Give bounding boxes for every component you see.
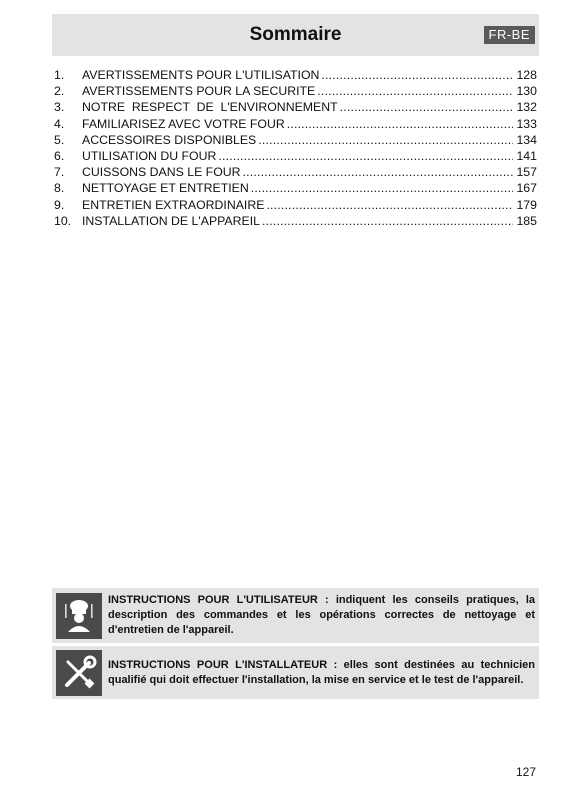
toc-number: 7. — [54, 165, 65, 180]
toc-entry[interactable] — [54, 197, 537, 213]
toc-entry[interactable] — [54, 99, 537, 115]
user-instructions-text: INSTRUCTIONS POUR L'UTILISATEUR : indiquent les conseils pratiques, la description des commandes et les opérations correctes de nettoyage et d'entretien de l'appareil. — [108, 594, 535, 636]
installer-instructions-text: INSTRUCTIONS POUR L'INSTALLATEUR : elles sont destinées au technicien qualifié qui doit effectuer l'installation, la mise en service et le test de l'appareil. — [108, 658, 535, 686]
toc-entry[interactable] — [54, 67, 537, 83]
toc-number: 5. — [54, 132, 65, 147]
toc-leader-dots — [287, 116, 513, 132]
toc-leader-dots — [258, 132, 513, 148]
toc-number: 9. — [54, 197, 65, 212]
toc-number: 2. — [54, 84, 65, 99]
page-title: Sommaire — [249, 24, 342, 45]
chef-icon — [56, 593, 102, 639]
toc-leader-dots — [251, 180, 513, 196]
toc-page: 130 — [516, 84, 537, 99]
toc-leader-dots — [218, 148, 513, 164]
toc-page: 157 — [516, 165, 537, 180]
toc-page: 132 — [516, 100, 537, 115]
toc-title: FAMILIARISEZ AVEC VOTRE FOUR — [82, 116, 285, 131]
toc-page: 185 — [516, 213, 537, 228]
toc-entry[interactable] — [54, 132, 537, 148]
installer-instructions-box — [52, 646, 539, 699]
header-bar — [52, 14, 539, 56]
toc-entry[interactable] — [54, 164, 537, 180]
toc-number: 10. — [54, 213, 72, 228]
toc-entry[interactable] — [54, 213, 537, 229]
page-number: 127 — [515, 765, 536, 779]
toc-entry[interactable] — [54, 180, 537, 196]
toc-leader-dots — [317, 83, 513, 99]
toc-leader-dots — [262, 213, 513, 229]
toc-title: UTILISATION DU FOUR — [82, 149, 217, 164]
toc-title: NOTRE RESPECT DE L'ENVIRONNEMENT — [82, 100, 338, 115]
toc-title: AVERTISSEMENTS POUR LA SECURITE — [82, 84, 316, 99]
toc-leader-dots — [321, 67, 513, 83]
toc-title: ACCESSOIRES DISPONIBLES — [82, 132, 257, 147]
toc-leader-dots — [266, 197, 513, 213]
toc-page: 128 — [516, 68, 537, 82]
toc-number: 3. — [54, 100, 65, 115]
toc-title: NETTOYAGE ET ENTRETIEN — [82, 181, 249, 196]
toc-entry[interactable] — [54, 83, 537, 99]
tools-icon — [56, 650, 102, 696]
toc-page: 167 — [516, 181, 537, 196]
toc-title: ENTRETIEN EXTRAORDINAIRE — [82, 197, 265, 212]
toc-page: 179 — [516, 197, 537, 212]
toc-number: 4. — [54, 116, 65, 131]
language-badge: FR-BE — [484, 26, 536, 44]
toc-page: 134 — [516, 132, 537, 147]
toc-number: 6. — [54, 149, 65, 164]
user-instructions-box — [52, 588, 539, 643]
table-of-contents — [54, 67, 537, 229]
toc-title: INSTALLATION DE L'APPAREIL — [82, 213, 260, 228]
toc-title: AVERTISSEMENTS POUR L'UTILISATION — [82, 68, 320, 82]
toc-leader-dots — [243, 164, 513, 180]
toc-number: 8. — [54, 181, 65, 196]
toc-page: 141 — [516, 149, 537, 164]
toc-title: CUISSONS DANS LE FOUR — [82, 165, 241, 180]
toc-entry[interactable] — [54, 148, 537, 164]
toc-leader-dots — [340, 99, 513, 115]
toc-number: 1. — [54, 68, 65, 82]
toc-entry[interactable] — [54, 116, 537, 132]
toc-page: 133 — [516, 116, 537, 131]
